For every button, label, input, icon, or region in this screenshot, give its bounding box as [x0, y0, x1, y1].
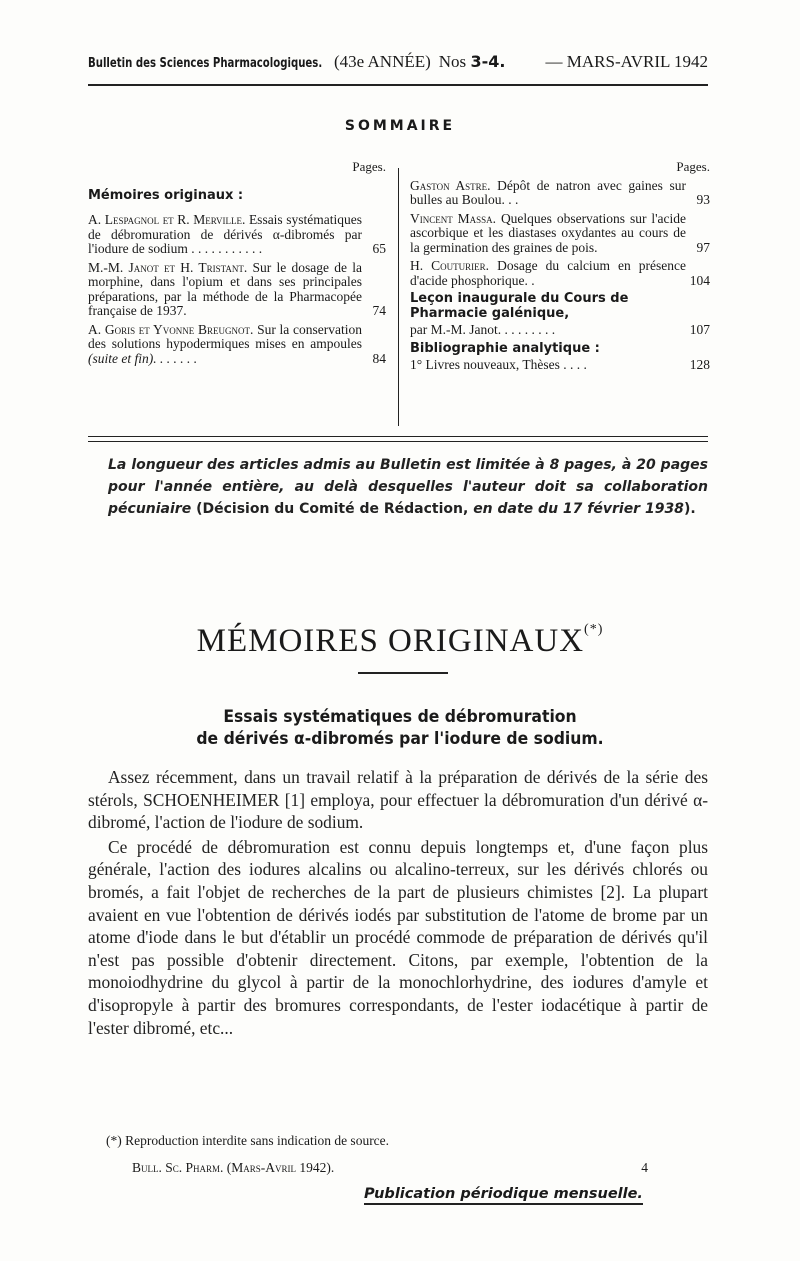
toc-page: 93 [696, 192, 710, 207]
bulletin-reference [132, 1160, 648, 1176]
toc-entry[interactable] [88, 213, 386, 257]
toc-page: 65 [372, 241, 386, 256]
toc-authors: H. Couturier. [410, 258, 490, 273]
toc-page: 74 [372, 303, 386, 318]
toc-text: Sur la conservation des solutions hypodermiques mises en ampoules [88, 321, 362, 351]
toc-entry[interactable] [410, 358, 710, 373]
memoires-title [0, 622, 800, 660]
toc-text: par M.-M. Janot. . . . . . . . . [410, 322, 556, 337]
contents-rule-lower [88, 441, 708, 442]
toc-authors: A. Lespagnol et R. Merville. [88, 212, 246, 227]
toc-entry[interactable] [410, 323, 710, 338]
publication-note: Publication périodique mensuelle. [364, 1186, 643, 1205]
notice-decision: (Décision du Comité de Rédaction, [196, 501, 469, 517]
contents-right-column [410, 160, 710, 377]
section-heading-memoires: Mémoires originaux : [88, 187, 244, 203]
article-title-line1: Essais systématiques de débromuration [223, 707, 577, 727]
footnote-mark[interactable]: (*) [584, 622, 604, 637]
toc-entry[interactable] [410, 179, 710, 208]
notice-end: ). [683, 501, 696, 517]
editorial-notice [108, 454, 708, 520]
journal-name: Bulletin des Sciences Pharmacologiques. [88, 56, 323, 71]
memoires-title-text: MÉMOIRES ORIGINAUX [196, 623, 585, 659]
issue-number [439, 52, 506, 72]
bulletin-citation: Bull. Sc. Pharm. (Mars-Avril 1942). [132, 1160, 335, 1175]
article-body [88, 766, 708, 1041]
sommaire-title: SOMMAIRE [344, 118, 456, 134]
journal-year: (43e ANNÉE) [334, 52, 431, 71]
toc-entry[interactable] [88, 261, 386, 319]
toc-text: Sur le dosage de la morphine, dans l'opium et dans ses principales préparations, par la méthode de la Pharmacopée française de 1937. [88, 259, 362, 318]
toc-authors: Vincent Massa. [410, 210, 497, 226]
toc-authors: Gaston Astre. [410, 177, 491, 193]
contents-left-column [88, 160, 386, 370]
toc-page: 104 [689, 272, 710, 288]
toc-text: Essais systématiques de débromuration de dérivés α-dibromés par l'iodure de sodium . . . . . . . . . . . [88, 212, 362, 256]
footnote: (*) Reproduction interdite sans indication de source. [106, 1133, 390, 1148]
toc-text: Dosage du calcium en présence d'acide phosphorique. . [410, 258, 686, 288]
toc-text-tail: (suite et fin). . . . . . . [88, 350, 198, 366]
section-heading-bibliographie: Bibliographie analytique : [410, 340, 600, 356]
toc-page: 97 [696, 239, 710, 255]
toc-page: 84 [372, 350, 386, 366]
toc-entry[interactable] [88, 323, 386, 367]
toc-entry[interactable] [410, 259, 710, 288]
notice-text: La longueur des articles admis au Bulletin est limitée à 8 pages, à 20 pages pour l'année entière, au delà desquelles l'auteur doit sa collaboration pécuniaire [108, 457, 708, 517]
toc-text: 1° Livres nouveaux, Thèses . . . . [410, 357, 587, 372]
toc-text: Quelques observations sur l'acide ascorbique et les diastases oxydantes au cours de la germination des graines de pois. [410, 210, 687, 255]
page-number: 4 [641, 1160, 648, 1175]
issue-num: 3-4. [470, 52, 506, 71]
column-divider [398, 168, 399, 426]
toc-authors: M.-M. Janot et H. Tristant. [88, 259, 248, 275]
article-title [32, 706, 768, 750]
running-header [88, 52, 708, 80]
issue-prefix: Nos [438, 52, 467, 71]
pages-label: Pages. [676, 159, 710, 174]
article-title-line2: de dérivés α-dibromés par l'iodure de sodium. [196, 729, 604, 749]
issue-date: — MARS-AVRIL 1942 [545, 52, 708, 71]
toc-text: Dépôt de natron avec gaines sur bulles au Boulou. . . [410, 177, 687, 207]
section-heading-lecon: Leçon inaugurale du Cours de Pharmacie galénique, [410, 291, 629, 321]
pages-label: Pages. [352, 159, 386, 174]
paragraph: Assez récemment, dans un travail relatif à la préparation de dérivés de la série des stérols, SCHOENHEIMER [1] employa, pour effectuer la débromuration d'un dérivé α-dibromé, l'action de l'iodure de sodium. [88, 767, 708, 833]
toc-authors: A. Goris et Yvonne Breugnot. [88, 321, 254, 337]
title-rule [358, 672, 448, 674]
contents-rule-upper [88, 436, 708, 437]
paragraph: Ce procédé de débromuration est connu depuis longtemps et, d'une façon plus générale, l'action des iodures alcalins ou alcalino-terreux, sur les dérivés chlorés ou bromés, a fait l'objet de recherches de la part de plusieurs chimistes [2]. La plupart avaient en vue l'obtention de dérivés iodés par substitution de l'atome de brome par un atome d'iode dans le but d'établir un procédé commode de préparation de dérivés qu'il n'est pas possible d'obtenir directement. Citons, par exemple, l'obtention de la monoiodhydrine du glycol à partir de la monochlorhydrine, des iodures d'amyle et d'isopropyle à partir des bromures correspondants, de l'ester iodacétique à partir de l'ester dibromé, etc... [88, 836, 708, 1038]
notice-date: en date du 17 février 1938 [473, 501, 684, 517]
header-rule [88, 84, 708, 86]
toc-page: 107 [689, 322, 710, 337]
toc-entry[interactable] [410, 212, 710, 256]
toc-page: 128 [689, 357, 710, 372]
